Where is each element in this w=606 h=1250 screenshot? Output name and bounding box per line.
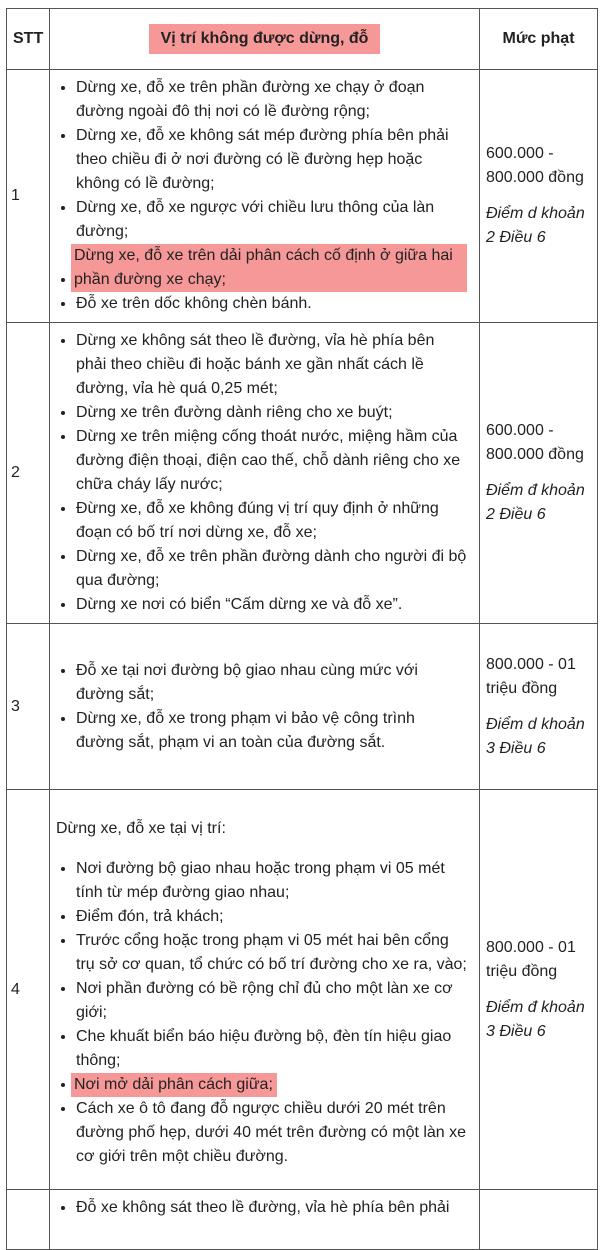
row-fine <box>480 70 598 323</box>
list-item: • Đỗ xe tại nơi đường bộ giao nhau cùng mức với đường sắt; <box>76 659 467 707</box>
legal-reference: Điểm d khoản 3 Điều 6 <box>486 715 585 757</box>
row-description <box>50 323 480 624</box>
list-item: • Đừng xe, đỗ xe không đúng vị trí quy định ở những đoạn có bố trí nơi dừng xe, đỗ xe; <box>76 497 467 545</box>
list-item: • Dừng xe không sát theo lề đường, vỉa hè phía bên phải theo chiều đi hoặc bánh xe gần nhất cách lề đường, vỉa hè quá 0,25 mét; <box>76 329 467 401</box>
table-row <box>7 624 598 790</box>
row-description <box>50 1190 480 1250</box>
list-item: • Dừng xe trên miệng cống thoát nước, miệng hầm của đường điện thoại, điện cao thế, chỗ dành riêng cho xe chữa cháy lấy nước; <box>76 425 467 497</box>
row-fine <box>480 1190 598 1250</box>
row-description <box>50 624 480 790</box>
list-item: • Dừng xe nơi có biển “Cấm dừng xe và đỗ xe”. <box>76 593 467 617</box>
violation-list <box>56 659 467 755</box>
row-fine <box>480 624 598 790</box>
violation-list <box>56 1196 467 1220</box>
table-row <box>7 790 598 1190</box>
row-stt: 4 <box>7 790 50 1190</box>
row-description <box>50 70 480 323</box>
list-item: • Dừng xe, đỗ xe trên phần đường xe chạy ở đoạn đường ngoài đô thị nơi có lề đường rộng; <box>76 76 467 124</box>
row-intro: Dừng xe, đỗ xe tại vị trí: <box>56 819 226 837</box>
table-row <box>7 70 598 323</box>
list-item: • Dừng xe, đỗ xe ngược với chiều lưu thông của làn đường; <box>76 196 467 244</box>
row-stt: 1 <box>7 70 50 323</box>
highlighted-header-location: Vị trí không được dừng, đỗ <box>149 24 381 54</box>
row-fine <box>480 790 598 1190</box>
legal-reference: Điểm đ khoản 3 Điều 6 <box>486 998 585 1040</box>
list-item: • Nơi phần đường có bề rộng chỉ đủ cho một làn xe cơ giới; <box>76 977 467 1025</box>
list-item: • Dừng xe trên đường dành riêng cho xe buýt; <box>76 401 467 425</box>
header-stt: STT <box>7 9 50 70</box>
list-item: • Dừng xe, đỗ xe không sát mép đường phía bên phải theo chiều đi ở nơi đường có lề đường hẹp hoặc không có lề đường; <box>76 124 467 196</box>
list-item: • Đỗ xe không sát theo lề đường, vỉa hè phía bên phải <box>76 1196 467 1220</box>
list-item: • Dừng xe, đỗ xe trong phạm vi bảo vệ công trình đường sắt, phạm vi an toàn của đường sắt. <box>76 707 467 755</box>
highlighted-text: Nơi mở dải phân cách giữa; <box>71 1073 277 1097</box>
fine-amount: 800.000 - 01 triệu đồng <box>486 938 576 980</box>
violation-list <box>56 76 467 316</box>
legal-reference: Điểm d khoản 2 Điều 6 <box>486 205 585 246</box>
table-row <box>7 1190 598 1250</box>
violation-list <box>56 857 467 1169</box>
list-item: • Cách xe ô tô đang đỗ ngược chiều dưới 20 mét trên đường phố hẹp, dưới 40 mét trên đường có một làn xe cơ giới trên một chiều đường. <box>76 1097 467 1169</box>
table-row <box>7 323 598 624</box>
table-header-row <box>7 9 598 70</box>
row-stt <box>7 1190 50 1250</box>
list-item: • Dừng xe, đỗ xe trên phần đường dành cho người đi bộ qua đường; <box>76 545 467 593</box>
row-stt: 3 <box>7 624 50 790</box>
row-fine <box>480 323 598 624</box>
list-item: • Trước cổng hoặc trong phạm vi 05 mét hai bên cổng trụ sở cơ quan, tổ chức có bố trí đường cho xe ra, vào; <box>76 929 467 977</box>
list-item: • Đỗ xe trên dốc không chèn bánh. <box>76 292 467 316</box>
fine-amount: 800.000 - 01 triệu đồng <box>486 655 576 697</box>
highlighted-text: Dừng xe, đỗ xe trên dải phân cách cố định ở giữa hai phần đường xe chạy; <box>71 244 467 292</box>
list-item: • Nơi đường bộ giao nhau hoặc trong phạm vi 05 mét tính từ mép đường giao nhau; <box>76 857 467 905</box>
legal-reference: Điểm đ khoản 2 Điều 6 <box>486 482 585 523</box>
list-item <box>76 1073 467 1097</box>
penalty-table <box>6 8 598 1250</box>
row-stt: 2 <box>7 323 50 624</box>
fine-amount: 600.000 - 800.000 đồng <box>486 422 584 463</box>
fine-amount: 600.000 - 800.000 đồng <box>486 145 584 186</box>
header-location <box>50 9 480 70</box>
list-item: • Che khuất biển báo hiệu đường bộ, đèn tín hiệu giao thông; <box>76 1025 467 1073</box>
list-item: • Điểm đón, trả khách; <box>76 905 467 929</box>
list-item <box>76 244 467 292</box>
row-description <box>50 790 480 1190</box>
header-fine: Mức phạt <box>480 9 598 70</box>
violation-list <box>56 329 467 617</box>
